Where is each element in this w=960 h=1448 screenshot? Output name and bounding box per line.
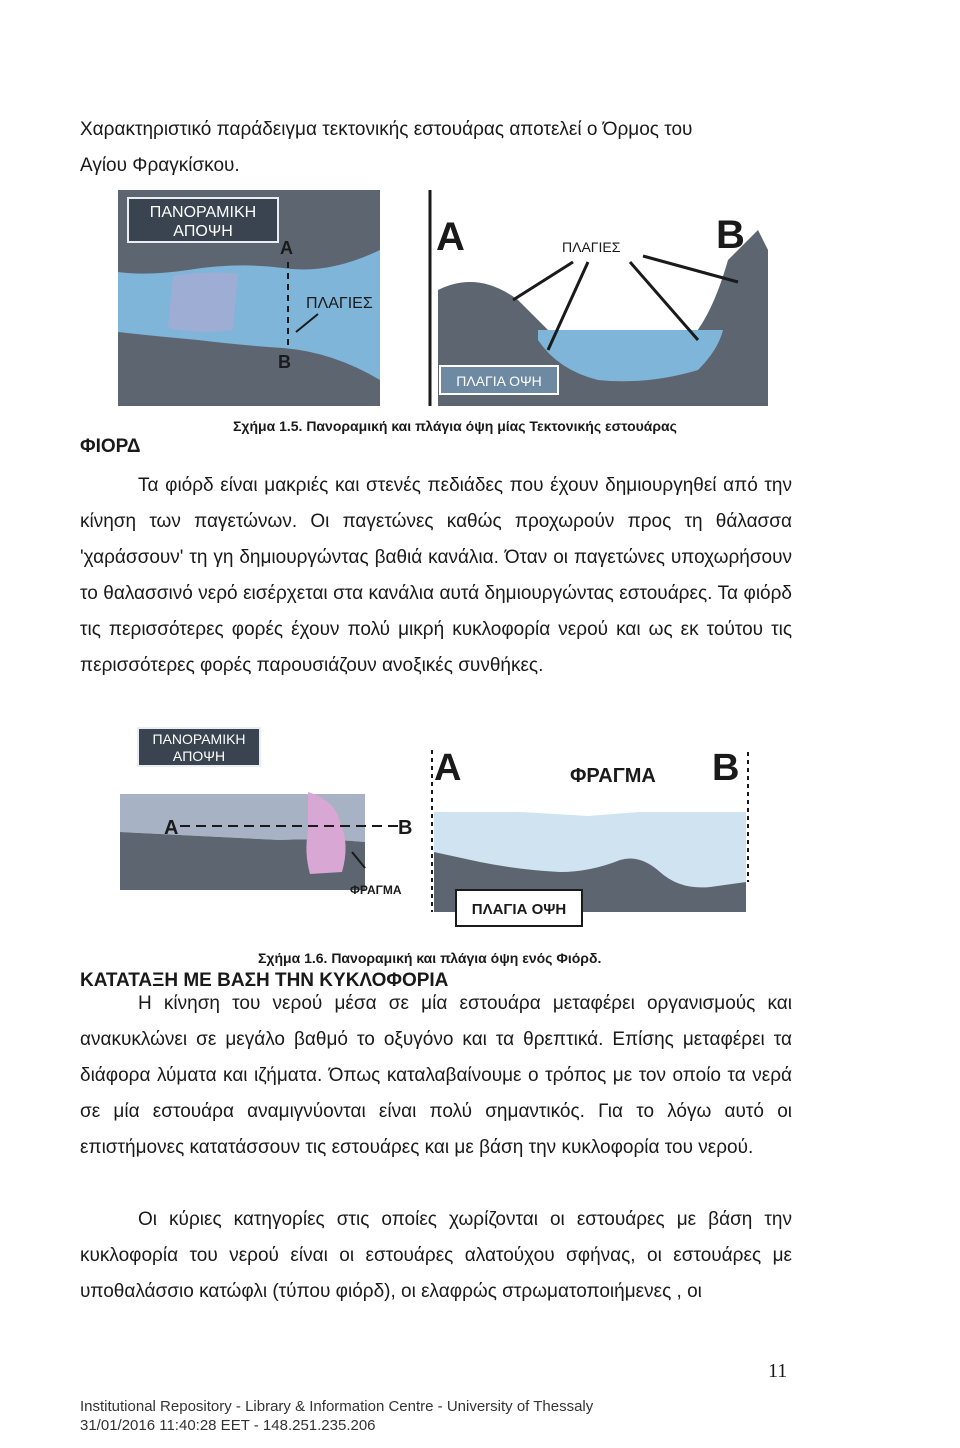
intro-line-1: Χαρακτηριστικό παράδειγμα τεκτονικής εστουάρας αποτελεί ο Όρμος του — [80, 119, 693, 140]
panoramic-label-1: ΠΑΝΟΡΑΜΙΚΗ — [152, 731, 246, 747]
big-b-label: Β — [712, 747, 740, 789]
classification-paragraph-1: Η κίνηση του νερού μέσα σε μία εστουάρα μεταφέρει οργανισμούς και ανακυκλώνει σε μεγάλο βαθμό το οξυγόνο και τα θρεπτικά. Επίσης μεταφέρει τα διάφορα λύματα και ιζήματα. Όπως καταλαβαίνουμε ο τρόπος με τον οποίο τα νερά σε μία εστουάρα αναμιγνύονται είναι πολύ σημαντικός. Για το λόγω αυτό οι επιστήμονες κατατάσσουν τις εστουάρες και με βάση την κυκλοφορία του νερού. — [80, 993, 792, 1158]
slopes-label-right: ΠΛΑΓΙΕΣ — [562, 239, 621, 255]
page-number: 11 — [768, 1360, 788, 1382]
figure-1-caption: Σχήμα 1.5. Πανοραμική και πλάγια όψη μίας Τεκτονικής εστουάρας — [233, 418, 677, 434]
panoramic-label-2: ΑΠΟΨΗ — [173, 223, 233, 240]
classification-paragraph-2: Οι κύριες κατηγορίες στις οποίες χωρίζονται οι εστουάρες με βάση την κυκλοφορία του νερού είναι οι εστουάρες αλατούχου σφήνας, οι εστουάρες με υποθαλάσσιο κατώφλι (τύπου φιόρδ), οι ελαφρώς στρωματοποιήμενες , οι — [80, 1209, 792, 1302]
figure-2-illustration — [120, 722, 760, 942]
side-view-label: ΠΛΑΓΙΑ ΟΨΗ — [471, 901, 567, 918]
fjord-heading: ΦΙΟΡΔ — [80, 436, 141, 457]
intro-line-2: Αγίου Φραγκίσκου. — [80, 155, 240, 176]
intro-text — [80, 112, 792, 184]
slope-zone — [168, 272, 238, 332]
big-b-label: Β — [716, 213, 745, 257]
fjord-paragraph: Τα φιόρδ είναι μακριές και στενές πεδιάδες που έχουν δημιουργηθεί από την κίνηση των παγετώνων. Οι παγετώνες καθώς προχωρούν προς τη θάλασσα 'χαράσσουν' τη γη δημιουργώντας βαθιά κανάλια. Όταν οι παγετώνες υποχωρήσουν το θαλασσινό νερό εισέρχεται στα κανάλια αυτά δημιουργώντας εστουάρες. Τα φιόρδ τις περισσότερες φορές έχουν πολύ μικρή κυκλοφορία νερού και ως εκ τούτου τις περισσότερες φορές παρουσιάζουν ανοξικές συνθήκες. — [80, 475, 792, 676]
point-a-label: Α — [280, 238, 293, 258]
figure-1-illustration — [118, 190, 768, 410]
panoramic-label-1: ΠΑΝΟΡΑΜΙΚΗ — [149, 204, 257, 221]
barrier-label-right: ΦΡΑΓΜΑ — [570, 765, 656, 787]
big-a-label: Α — [436, 215, 465, 259]
figure-tectonic-estuary — [118, 190, 768, 410]
side-view-label: ΠΛΑΓΙΑ ΟΨΗ — [456, 373, 542, 389]
classification-heading: ΚΑΤΑΤΑΞΗ ΜΕ ΒΑΣΗ ΤΗΝ ΚΥΚΛΟΦΟΡΙΑ — [80, 970, 449, 991]
point-a-label: Α — [164, 817, 179, 839]
figure-fjord — [120, 722, 760, 942]
big-a-label: Α — [434, 747, 462, 789]
figure-2-caption: Σχήμα 1.6. Πανοραμική και πλάγια όψη ενός Φιόρδ. — [258, 950, 602, 966]
point-b-label: Β — [278, 352, 291, 372]
footer-line-1: Institutional Repository - Library & Information Centre - University of Thessaly — [80, 1398, 594, 1415]
footer-line-2: 31/01/2016 11:40:28 EET - 148.251.235.206 — [80, 1417, 376, 1434]
panoramic-label-2: ΑΠΟΨΗ — [172, 748, 226, 764]
barrier-label: ΦΡΑΓΜΑ — [350, 883, 402, 897]
slopes-label: ΠΛΑΓΙΕΣ — [306, 295, 373, 312]
point-b-label: Β — [398, 817, 413, 839]
